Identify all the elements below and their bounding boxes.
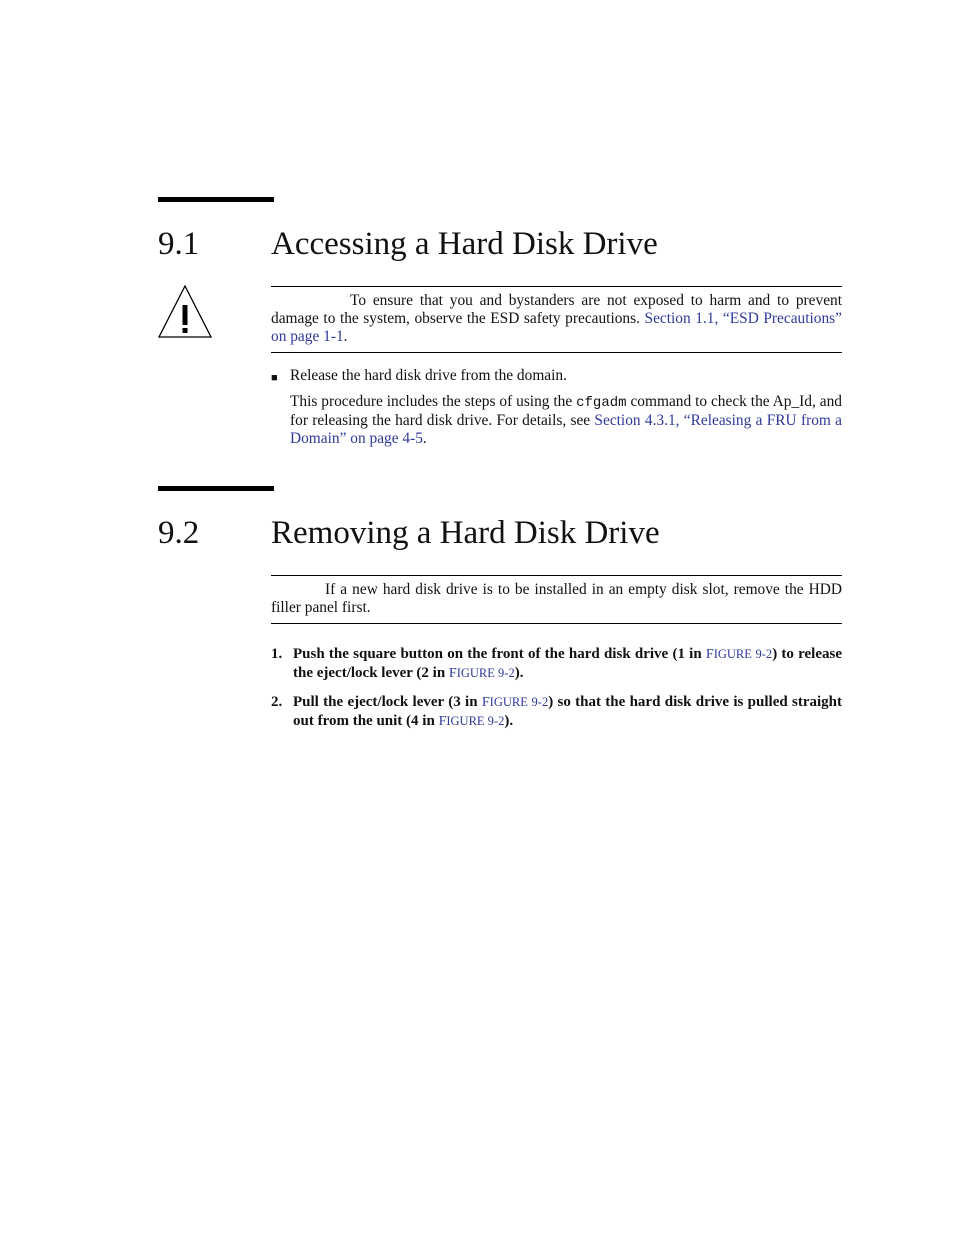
section-title: Removing a Hard Disk Drive (271, 515, 660, 551)
step-number: 2. (271, 694, 283, 710)
procedure-text (290, 393, 842, 448)
figure-ref-link[interactable]: FIGURE 9-2 (438, 714, 505, 729)
caution-top-rule (271, 286, 842, 287)
caution-icon (158, 284, 214, 340)
bullet-icon: ■ (271, 372, 278, 384)
section-rule (158, 197, 274, 202)
note-text: If a new hard disk drive is to be installed in an empty disk slot, remove the HDD filler panel first. (271, 581, 842, 616)
step-text: ). (514, 665, 524, 681)
caution-text-body: To ensure that you and bystanders are not exposed to harm and to prevent damage to the system, observe the ESD safety precautions. (271, 292, 842, 327)
step-text: ). (504, 713, 514, 729)
caution-text (271, 292, 842, 346)
step-text: Pull the eject/lock lever (3 in (293, 694, 482, 710)
note-top-rule (271, 575, 842, 576)
esd-precautions-link[interactable]: Section 1.1, “ESD Precautions” on page 1-1 (271, 310, 842, 345)
figure-ref-link[interactable]: FIGURE 9-2 (448, 666, 515, 681)
section-rule (158, 486, 274, 491)
caution-bottom-rule (271, 352, 842, 353)
section-number: 9.2 (158, 515, 200, 551)
section-title: Accessing a Hard Disk Drive (271, 226, 658, 262)
releasing-fru-link[interactable]: Section 4.3.1, “Releasing a FRU from a Domain” on page 4-5 (290, 412, 842, 447)
cfgadm-command: cfgadm (576, 395, 627, 411)
step-number: 1. (271, 646, 283, 662)
figure-ref-link[interactable]: FIGURE 9-2 (481, 695, 549, 710)
procedure-text-a: This procedure includes the steps of using the (290, 393, 577, 410)
step-text: ) so that the hard disk drive is pulled straight out from the unit (4 in (293, 694, 842, 729)
section-number: 9.1 (158, 226, 200, 262)
figure-ref-link[interactable]: FIGURE 9-2 (705, 647, 773, 662)
bullet-text: Release the hard disk drive from the domain. (290, 367, 567, 384)
procedure-text-b: command to check the Ap_Id, and for releasing the hard disk drive. For details, see (290, 393, 842, 429)
step-text: ) to release the eject/lock lever (2 in (293, 646, 843, 681)
note-bottom-rule (271, 623, 842, 624)
procedure-text-c: . (422, 430, 427, 447)
caution-text-end: . (343, 328, 348, 345)
step-1 (271, 645, 842, 683)
step-text: Push the square button on the front of the hard disk drive (1 in (293, 646, 706, 662)
step-2 (271, 693, 842, 731)
